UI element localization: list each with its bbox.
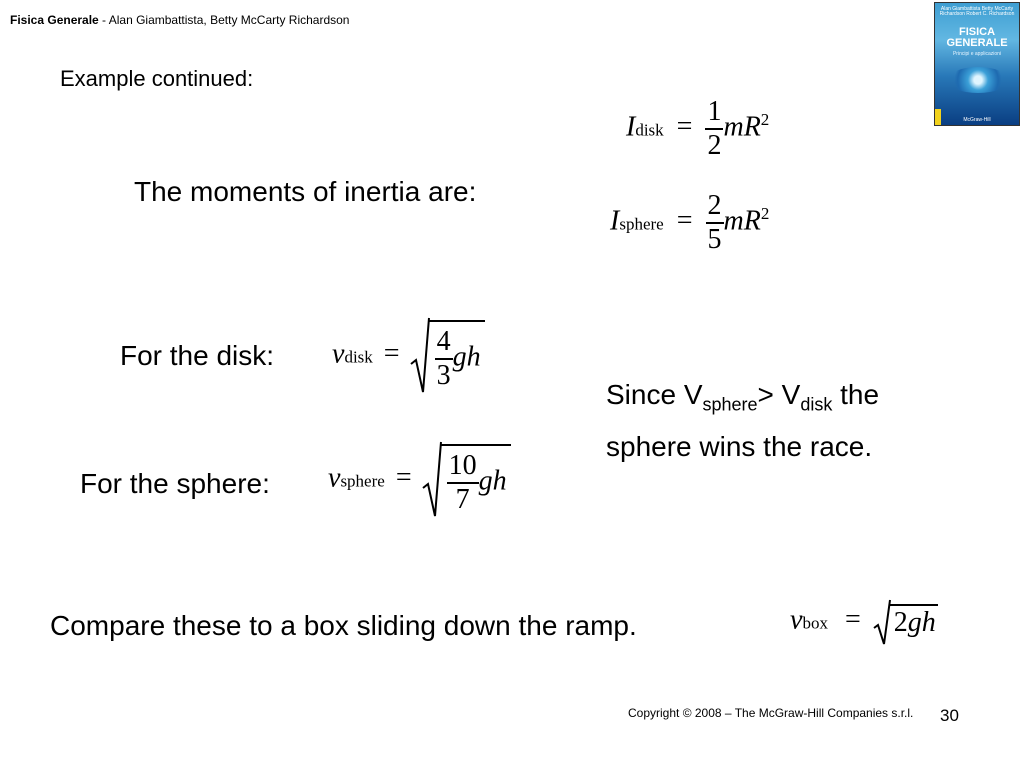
moments-label: The moments of inertia are:: [134, 176, 477, 207]
denominator: 2: [707, 130, 722, 161]
equation-v-sphere: [328, 442, 511, 518]
fraction: [705, 96, 723, 162]
equation-v-disk: [332, 318, 485, 394]
exponent: 2: [760, 110, 770, 130]
radicand: [890, 604, 938, 640]
eq-rhs: mR: [723, 205, 761, 237]
fraction: [447, 450, 479, 516]
radicand: [429, 320, 485, 392]
slide-subtitle: Example continued:: [60, 66, 254, 91]
numerator: 4: [436, 326, 451, 357]
eq-subscript: disk: [344, 347, 373, 367]
conclusion-part: Since V: [606, 379, 703, 410]
radical-sign: [874, 600, 890, 644]
sphere-label: For the sphere:: [80, 468, 270, 499]
coefficient: 2: [893, 607, 908, 638]
conclusion-sub: disk: [800, 394, 833, 415]
fraction: [435, 326, 453, 392]
disk-label: For the disk:: [120, 340, 275, 371]
eq-subscript: sphere: [619, 214, 664, 234]
radical-sign: [411, 318, 429, 394]
eq-rhs: gh: [452, 341, 481, 373]
denominator: 5: [707, 224, 722, 255]
conclusion-part: > V: [757, 379, 801, 410]
book-title: Fisica Generale: [10, 13, 99, 27]
exponent: 2: [760, 204, 770, 224]
eq-subscript: box: [802, 613, 828, 633]
book-cover-image: [934, 2, 1020, 126]
fraction: [706, 190, 724, 256]
equals-sign: =: [383, 338, 400, 370]
compare-text: Compare these to a box sliding down the ramp.: [50, 610, 637, 641]
conclusion-sub: sphere: [702, 394, 758, 415]
denominator: 7: [447, 482, 479, 516]
equals-sign: =: [395, 462, 412, 494]
eq-rhs: mR: [723, 111, 761, 143]
eq-symbol: v: [790, 604, 803, 636]
eq-symbol: v: [332, 338, 345, 370]
numerator: 10: [448, 450, 477, 481]
equation-i-sphere: [610, 190, 769, 256]
numerator: 2: [707, 190, 722, 221]
equals-sign: =: [676, 205, 693, 237]
equals-sign: =: [844, 604, 861, 636]
water-drop-illustration: [947, 67, 1009, 93]
page-number: 30: [940, 706, 959, 725]
radical-sign: [423, 442, 441, 518]
eq-rhs: gh: [478, 465, 507, 497]
denominator: 3: [436, 360, 451, 391]
slide-header: [10, 13, 349, 27]
book-cover-publisher: McGraw-Hill: [963, 117, 991, 123]
eq-rhs: gh: [907, 607, 936, 638]
equals-sign: =: [676, 111, 693, 143]
numerator: 1: [707, 96, 722, 127]
radicand: [441, 444, 511, 516]
copyright: Copyright © 2008 – The McGraw-Hill Companies s.r.l.: [628, 706, 914, 720]
book-authors: - Alan Giambattista, Betty McCarty Richardson: [98, 13, 350, 27]
eq-subscript: sphere: [340, 471, 385, 491]
eq-symbol: v: [328, 462, 341, 494]
book-cover-authors: Alan Giambattista Betty McCarty Richardson Robert C. Richardson: [939, 6, 1015, 17]
eq-subscript: disk: [635, 120, 664, 140]
equation-i-disk: [626, 96, 769, 162]
equation-v-box: [790, 600, 938, 644]
conclusion-line2: sphere wins the race.: [606, 430, 873, 462]
eq-symbol: I: [610, 205, 620, 237]
conclusion-text: [606, 374, 879, 467]
book-cover-title: FISICA GENERALE: [946, 26, 1008, 49]
eq-symbol: I: [626, 111, 636, 143]
conclusion-part: the: [832, 379, 880, 410]
book-cover-subtitle: Principi e applicazioni: [952, 51, 1002, 57]
